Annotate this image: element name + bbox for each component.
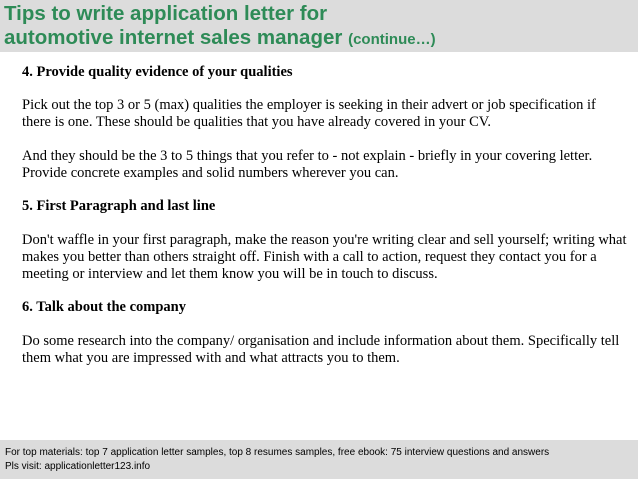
paragraph-first-paragraph: Don't waffle in your first paragraph, make the reason you're writing clear and sell yourself; writing what makes you better than others straight off. Finish with a call to action, request they contact you for a meeting or interview and let them know you will be in touch to discuss. [22,232,627,282]
section-heading-5: 5. First Paragraph and last line [22,198,216,214]
paragraph-qualities: Pick out the top 3 or 5 (max) qualities the employer is seeking in their advert or job specification if there is one. These should be qualities that you have already covered in your CV. [22,97,596,130]
footer-bar [0,440,638,479]
title-line-2: automotive internet sales manager [4,26,343,49]
title-line-1: Tips to write application letter for [4,2,328,25]
footer-line-1: For top materials: top 7 application letter samples, top 8 resumes samples, free ebook: 75 interview questions and answers [5,447,550,458]
page-title [4,2,436,52]
paragraph-company: Do some research into the company/ organisation and include information about them. Specifically tell them what you are impressed with and what attracts you to them. [22,333,620,366]
paragraph-examples: And they should be the 3 to 5 things that you refer to - not explain - briefly in your covering letter. Provide concrete examples and solid numbers wherever you can. [22,148,593,181]
section-heading-4: 4. Provide quality evidence of your qualities [22,64,293,80]
section-heading-6: 6. Talk about the company [22,299,186,315]
slide-content [22,64,628,367]
title-suffix: (continue…) [348,31,436,48]
footer-line-2: Pls visit: applicationletter123.info [5,461,151,472]
title-bar [0,0,638,52]
